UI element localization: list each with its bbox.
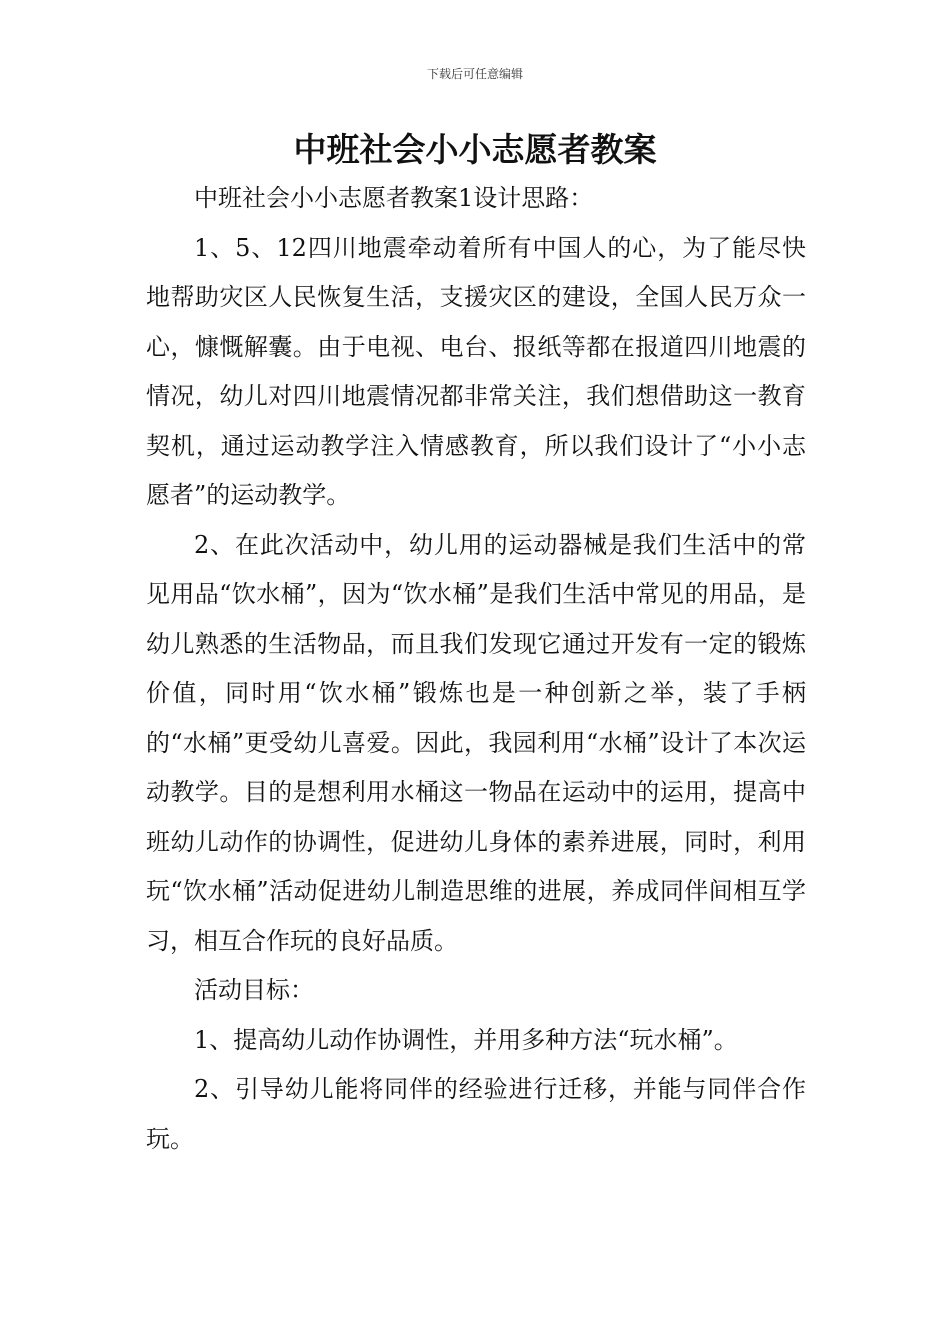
paragraph-goals-heading: 活动目标： [194, 976, 314, 1004]
paragraph-goal-1: 1、提高幼儿动作协调性，并用多种方法“玩水桶”。 [194, 1025, 738, 1054]
paragraph-design-1: 1、5、12四川地震牵动着所有中国人的心，为了能尽快地帮助灾区人民恢复生活，支援灾区的建设，全国人民万众一心，慷慨解囊。由于电视、电台、报纸等都在报道四川地震的情况，幼儿对四川地震情况都非常关注，我们想借助这一教育契机，通过运动教学注入情感教育，所以我们设计了“小小志愿者”的运动教学。 [146, 233, 806, 509]
document-body [146, 174, 806, 1164]
paragraph-goal-2: 2、引导幼儿能将同伴的经验进行迁移，并能与同伴合作玩。 [146, 1075, 806, 1153]
document-title: 中班社会小小志愿者教案 [293, 130, 657, 169]
paragraph-design-2: 2、在此次活动中，幼儿用的运动器械是我们生活中的常见用品“饮水桶”，因为“饮水桶”是我们生活中常见的用品，是幼儿熟悉的生活物品，而且我们发现它通过开发有一定的锻炼价值，同时用“饮水桶”锻炼也是一种创新之举，装了手柄的“水桶”更受幼儿喜爱。因此，我园利用“水桶”设计了本次运动教学。目的是想利用水桶这一物品在运动中的运用，提高中班幼儿动作的协调性，促进幼儿身体的素养进展，同时，利用玩“饮水桶”活动促进幼儿制造思维的进展，养成同伴间相互学习，相互合作玩的良好品质。 [146, 530, 806, 955]
header-note: 下载后可任意编辑 [426, 67, 523, 81]
paragraph-intro: 中班社会小小志愿者教案1设计思路： [194, 184, 594, 212]
